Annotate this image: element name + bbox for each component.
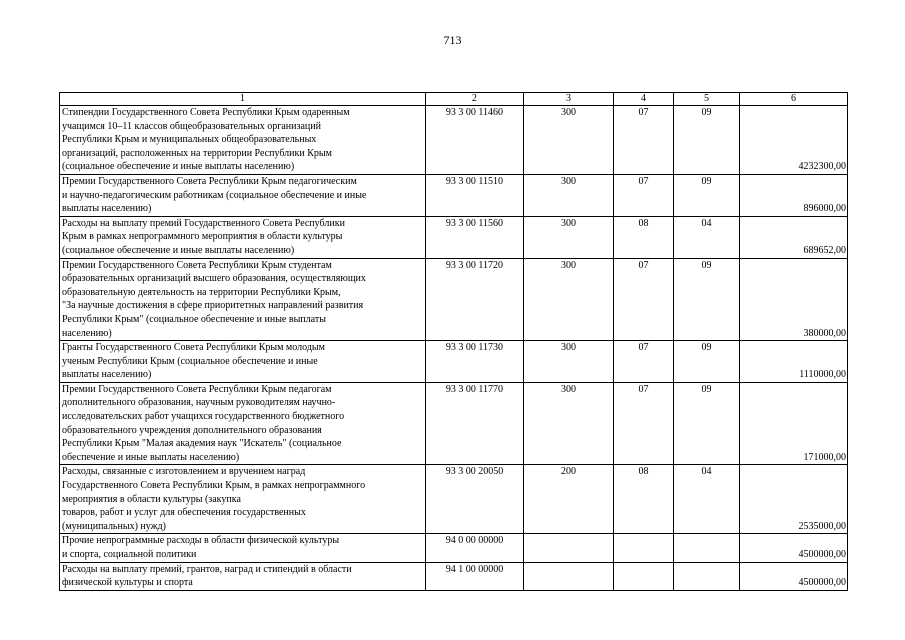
row-name-cell (60, 258, 426, 341)
row-section-cell: 07 (614, 106, 674, 175)
row-name-cell (60, 106, 426, 175)
row-subsection-cell: 04 (674, 465, 740, 534)
table-row (60, 534, 848, 562)
row-type-cell (524, 534, 614, 562)
row-type-cell: 200 (524, 465, 614, 534)
row-amount-cell: 2535000,00 (740, 465, 848, 534)
row-type-cell: 300 (524, 174, 614, 216)
row-name-text: Премии Государственного Совета Республики Крым педагогическим и научно-педагогическим работникам (социальное обеспечение и иные выплаты населению) (62, 175, 367, 215)
row-section-cell: 07 (614, 382, 674, 465)
table-row (60, 174, 848, 216)
row-section-cell: 07 (614, 341, 674, 383)
row-code-cell: 93 3 00 11560 (426, 216, 524, 258)
column-header: 4 (614, 93, 674, 106)
row-name-cell (60, 174, 426, 216)
row-subsection-cell: 09 (674, 341, 740, 383)
row-code-cell: 93 3 00 20050 (426, 465, 524, 534)
row-code-cell: 94 1 00 00000 (426, 562, 524, 590)
row-code-cell: 94 0 00 00000 (426, 534, 524, 562)
row-name-text: Гранты Государственного Совета Республики Крым молодым ученым Республики Крым (социальное обеспечение и иные выплаты населению) (62, 342, 325, 381)
column-header: 6 (740, 93, 848, 106)
row-name-text: Расходы на выплату премий, грантов, наград и стипендий в области физической культуры и спорта (62, 563, 352, 589)
row-section-cell: 08 (614, 216, 674, 258)
table-row (60, 216, 848, 258)
row-subsection-cell (674, 562, 740, 590)
page-number: 713 (443, 33, 462, 47)
row-name-text: Прочие непрограммные расходы в области физической культуры и спорта, социальной политики (62, 535, 340, 560)
row-name-cell (60, 465, 426, 534)
row-name-text: Стипендии Государственного Совета Республики Крым одаренным учащимся 10–11 классов общеобразовательных организаций Республики Крым и муниципальных общеобразовательных организаций, расположенных на территории Республики Крым (социальное обеспечение и иные выплаты населению) (62, 107, 350, 173)
row-code-cell: 93 3 00 11510 (426, 174, 524, 216)
row-subsection-cell: 09 (674, 174, 740, 216)
row-amount-cell: 171000,00 (740, 382, 848, 465)
row-name-text: Расходы, связанные с изготовлением и вручением наград Государственного Совета Республики Крым, в рамках непрограммного мероприятия в области культуры (закупка товаров, работ и услуг для обеспечения государственных (муниципальных) нужд) (62, 466, 366, 532)
row-amount-cell: 896000,00 (740, 174, 848, 216)
table-row (60, 562, 848, 590)
row-code-cell: 93 3 00 11770 (426, 382, 524, 465)
row-code-cell: 93 3 00 11720 (426, 258, 524, 341)
row-name-text: Расходы на выплату премий Государственного Совета Республики Крым в рамках непрограммного мероприятия в области культуры (социальное обеспечение и иные выплаты населению) (62, 217, 345, 256)
budget-table (59, 92, 848, 591)
row-subsection-cell: 09 (674, 258, 740, 341)
table-row (60, 465, 848, 534)
row-type-cell: 300 (524, 341, 614, 383)
row-amount-cell: 380000,00 (740, 258, 848, 341)
row-name-cell (60, 534, 426, 562)
row-subsection-cell: 09 (674, 106, 740, 175)
row-section-cell: 08 (614, 465, 674, 534)
row-subsection-cell: 04 (674, 216, 740, 258)
row-amount-cell: 4232300,00 (740, 106, 848, 175)
table-header-row (60, 93, 848, 106)
row-name-cell (60, 341, 426, 383)
row-section-cell (614, 562, 674, 590)
row-amount-cell: 4500000,00 (740, 562, 848, 590)
row-section-cell: 07 (614, 174, 674, 216)
row-type-cell: 300 (524, 258, 614, 341)
row-code-cell: 93 3 00 11730 (426, 341, 524, 383)
row-code-cell: 93 3 00 11460 (426, 106, 524, 175)
row-name-cell (60, 216, 426, 258)
row-section-cell (614, 534, 674, 562)
row-type-cell: 300 (524, 382, 614, 465)
row-amount-cell: 689652,00 (740, 216, 848, 258)
row-name-text: Премии Государственного Совета Республики Крым педагогам дополнительного образования, научным руководителям научно- исследовательских работ учащихся государственного бюджетного образовательного учреждения дополнительного образования Республики Крым "Малая академия наук "Искатель" (социальное обеспечение и иные выплаты населению) (62, 383, 345, 463)
row-type-cell (524, 562, 614, 590)
row-name-cell (60, 562, 426, 590)
row-section-cell: 07 (614, 258, 674, 341)
row-amount-cell: 1110000,00 (740, 341, 848, 383)
row-type-cell: 300 (524, 106, 614, 175)
row-name-text: Премии Государственного Совета Республики Крым студентам образовательных организаций высшего образования, осуществляющих образовательную деятельность на территории Республики Крым, "За научные достижения в сфере приоритетных направлений развития Республики Крым" (социальное обеспечение и иные выплаты населению) (62, 259, 366, 339)
table-row (60, 106, 848, 175)
column-header: 1 (60, 93, 426, 106)
table-row (60, 258, 848, 341)
table-row (60, 382, 848, 465)
row-name-cell (60, 382, 426, 465)
row-subsection-cell (674, 534, 740, 562)
table-row (60, 341, 848, 383)
column-header: 5 (674, 93, 740, 106)
row-type-cell: 300 (524, 216, 614, 258)
row-subsection-cell: 09 (674, 382, 740, 465)
column-header: 3 (524, 93, 614, 106)
row-amount-cell: 4500000,00 (740, 534, 848, 562)
column-header: 2 (426, 93, 524, 106)
